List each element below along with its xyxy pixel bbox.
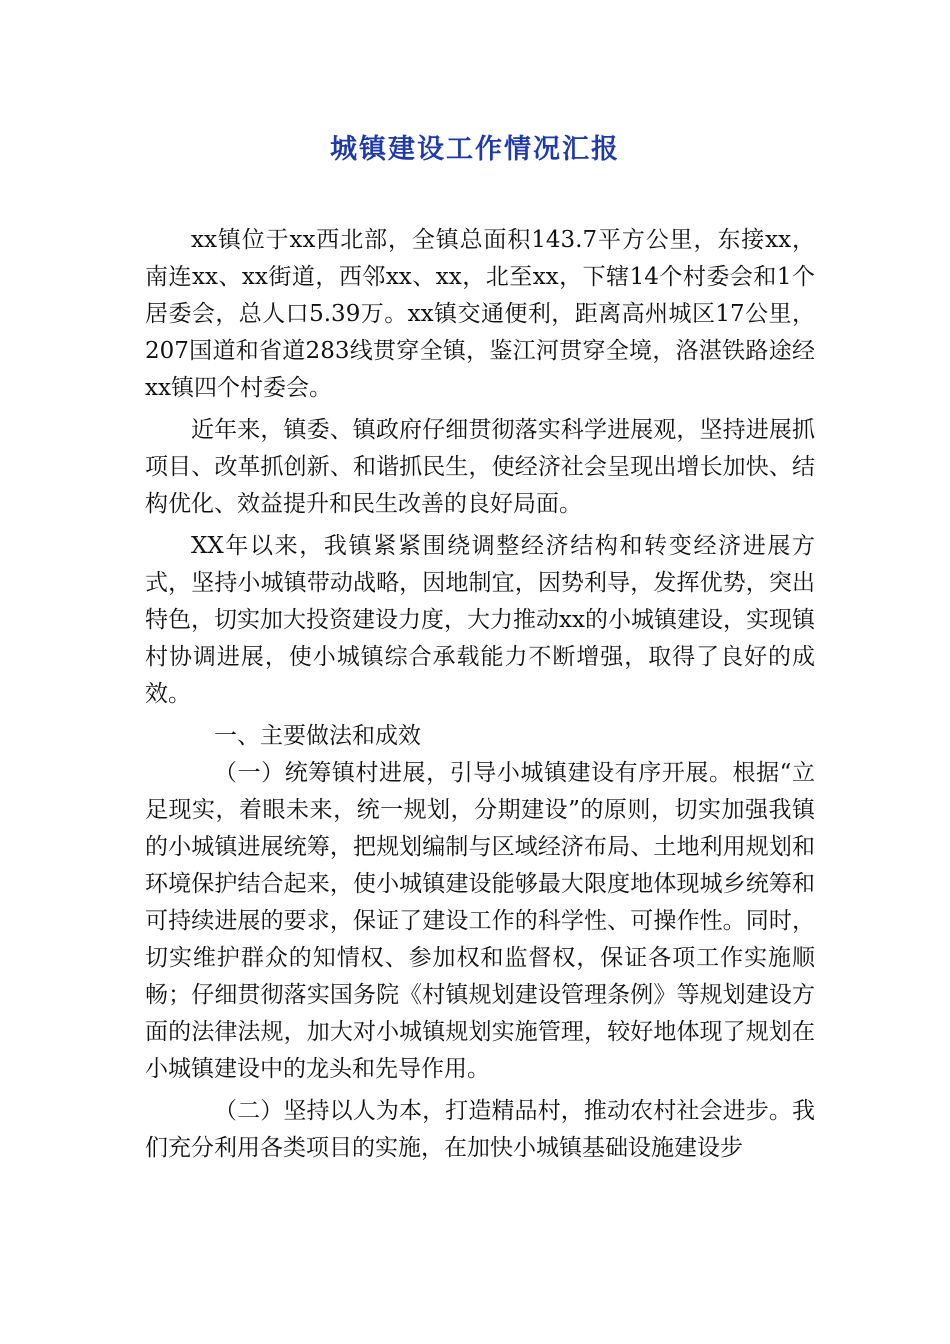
document-body [145,222,815,1172]
section-heading: 一、主要做法和成效 [214,723,421,749]
subsection-two: （二）坚持以人为本，打造精品村，推动农村社会进步。我们充分利用各类项目的实施，在加快小城镇基础设施建设步 [145,1098,815,1161]
paragraph-since-xx: XX年以来，我镇紧紧围绕调整经济结构和转变经济进展方式，坚持小城镇带动战略，因地制宜，因势利导，发挥优势，突出特色，切实加大投资建设力度，大力推动xx的小城镇建设，实现镇村协调进展，使小城镇综合承载能力不断增强，取得了良好的成效。 [145,533,815,707]
paragraph-recent-years: 近年来，镇委、镇政府仔细贯彻落实科学进展观，坚持进展抓项目、改革抓创新、和谐抓民生，使经济社会呈现出增长加快、结构优化、效益提升和民生改善的良好局面。 [145,417,815,517]
subsection-one: （一）统筹镇村进展，引导小城镇建设有序开展。根据“立足现实，着眼未来，统一规划，分期建设”的原则，切实加强我镇的小城镇进展统筹，把规划编制与区域经济布局、土地利用规划和环境保护结合起来，使小城镇建设能够最大限度地体现城乡统筹和可持续进展的要求，保证了建设工作的科学性、可操作性。同时，切实维护群众的知情权、参加权和监督权，保证各项工作实施顺畅；仔细贯彻落实国务院《村镇规划建设管理条例》等规划建设方面的法律法规，加大对小城镇规划实施管理，较好地体现了规划在小城镇建设中的龙头和先导作用。 [145,760,815,1082]
paragraph-overview: xx镇位于xx西北部，全镇总面积143.7平方公里，东接xx，南连xx、xx街道，西邻xx、xx，北至xx，下辖14个村委会和1个居委会，总人口5.39万。xx镇交通便利，距离高州城区17公里，207国道和省道283线贯穿全镇，鉴江河贯穿全境，洛湛铁路途经xx镇四个村委会。 [145,227,815,401]
document-title: 城镇建设工作情况汇报 [330,134,620,165]
